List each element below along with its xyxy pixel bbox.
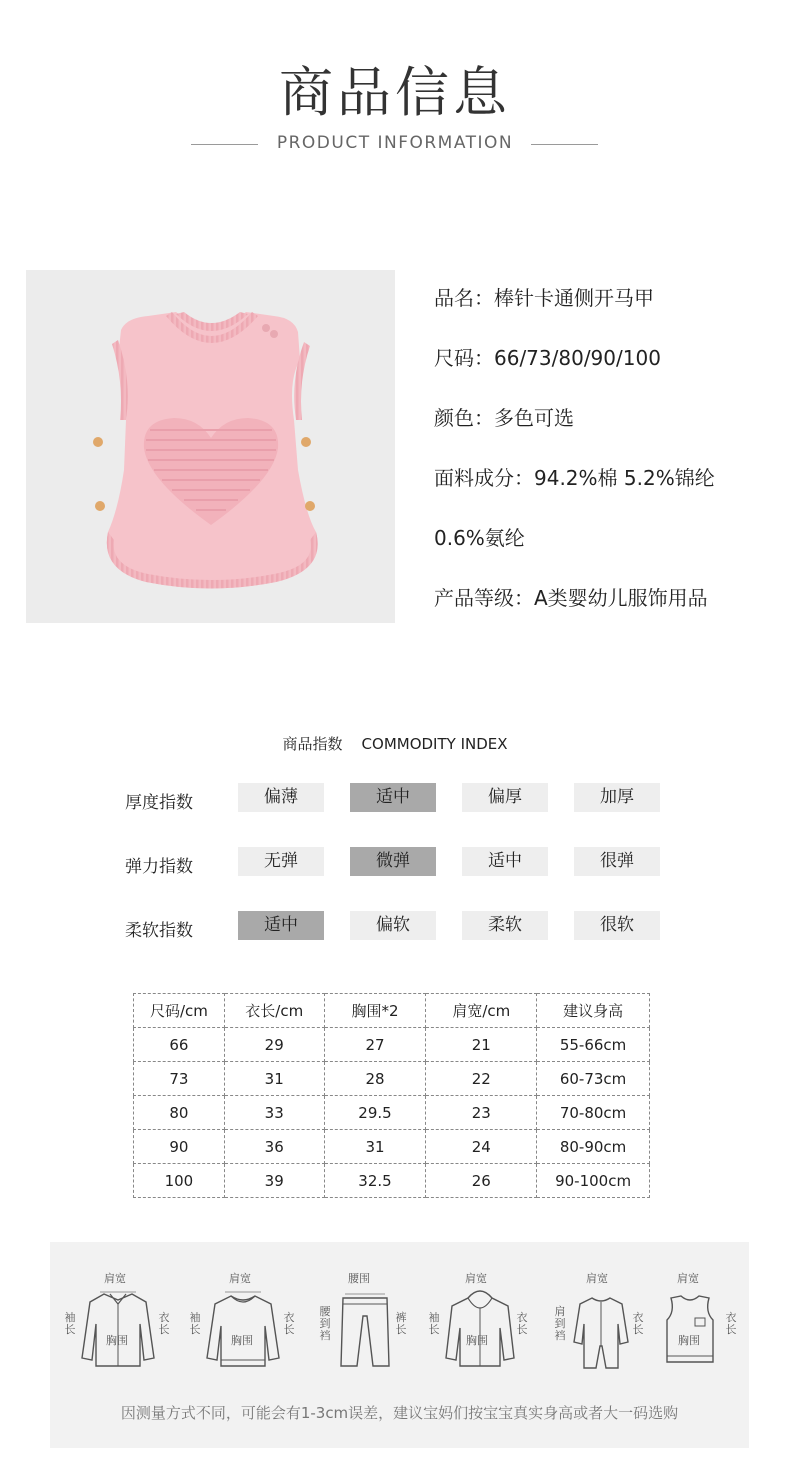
page-subtitle: PRODUCT INFORMATION: [276, 133, 514, 153]
sweater-icon: [203, 1288, 283, 1370]
table-header: 肩宽/cm: [426, 994, 537, 1028]
table-header: 建议身高: [537, 994, 650, 1028]
table-cell: 31: [224, 1062, 324, 1096]
measure-top-label: 肩宽: [465, 1272, 487, 1285]
info-fabric-cont: 0.6%氨纶: [434, 526, 525, 550]
table-cell: 66: [134, 1028, 225, 1062]
table-header: 胸围*2: [324, 994, 426, 1028]
romper-icon: [570, 1290, 632, 1374]
table-cell: 31: [324, 1130, 426, 1164]
measurement-note: 因测量方式不同，可能会有1-3cm误差，建议宝妈们按宝宝真实身高或者大一码选购: [120, 1404, 679, 1422]
measure-right-label: 裤长: [395, 1311, 407, 1336]
info-size: 尺码：66/73/80/90/100: [434, 346, 661, 370]
table-cell: 33: [224, 1096, 324, 1130]
measure-right-label: 衣长: [725, 1311, 737, 1336]
table-header: 衣长/cm: [224, 994, 324, 1028]
product-photo: [26, 270, 395, 623]
table-cell: 90-100cm: [537, 1164, 650, 1198]
table-row: [134, 1164, 650, 1198]
measure-center-label: 胸围: [678, 1334, 700, 1347]
measurement-guide: [50, 1242, 749, 1448]
table-cell: 36: [224, 1130, 324, 1164]
table-cell: 26: [426, 1164, 537, 1198]
thickness-option-1: 适中: [350, 783, 436, 812]
table-cell: 28: [324, 1062, 426, 1096]
measure-center-label: 胸围: [106, 1334, 128, 1347]
table-row: [134, 1028, 650, 1062]
size-table: [133, 993, 650, 1198]
measure-figure-sweater: [185, 1242, 295, 1382]
measure-left-label: 袖长: [64, 1311, 76, 1336]
table-cell: 39: [224, 1164, 324, 1198]
info-grade: 产品等级：A类婴幼儿服饰用品: [434, 586, 708, 610]
softness-option-3: 很软: [574, 911, 660, 940]
vest-icon: [661, 1292, 719, 1370]
table-cell: 29.5: [324, 1096, 426, 1130]
table-row: [134, 1130, 650, 1164]
measure-top-label: 肩宽: [229, 1272, 251, 1285]
softness-option-2: 柔软: [462, 911, 548, 940]
table-header: 尺码/cm: [134, 994, 225, 1028]
table-cell: 32.5: [324, 1164, 426, 1198]
divider-right: [531, 144, 598, 145]
measure-right-label: 衣长: [632, 1311, 644, 1336]
page-title: 商品信息: [279, 61, 511, 124]
thickness-option-2: 偏厚: [462, 783, 548, 812]
softness-option-1: 偏软: [350, 911, 436, 940]
measure-left-label: 袖长: [189, 1311, 201, 1336]
measure-right-label: 衣长: [283, 1311, 295, 1336]
measure-left-label: 肩到裆: [554, 1305, 566, 1342]
index-label-thickness: 厚度指数: [125, 793, 193, 813]
measure-right-label: 衣长: [158, 1311, 170, 1336]
measure-top-label: 肩宽: [586, 1272, 608, 1285]
table-cell: 22: [426, 1062, 537, 1096]
measure-right-label: 衣长: [516, 1311, 528, 1336]
measure-left-label: 袖长: [428, 1311, 440, 1336]
softness-option-0: 适中: [238, 911, 324, 940]
index-label-softness: 柔软指数: [125, 921, 193, 941]
table-cell: 100: [134, 1164, 225, 1198]
elasticity-option-1: 微弹: [350, 847, 436, 876]
table-cell: 60-73cm: [537, 1062, 650, 1096]
elasticity-option-0: 无弹: [238, 847, 324, 876]
table-cell: 55-66cm: [537, 1028, 650, 1062]
table-cell: 24: [426, 1130, 537, 1164]
table-cell: 70-80cm: [537, 1096, 650, 1130]
measure-top-label: 肩宽: [104, 1272, 126, 1285]
table-cell: 80: [134, 1096, 225, 1130]
measure-figure-pants: [307, 1242, 417, 1382]
thickness-option-3: 加厚: [574, 783, 660, 812]
thickness-option-0: 偏薄: [238, 783, 324, 812]
table-cell: 27: [324, 1028, 426, 1062]
index-title: 商品指数 COMMODITY INDEX: [282, 735, 508, 753]
table-cell: 73: [134, 1062, 225, 1096]
table-cell: 29: [224, 1028, 324, 1062]
measure-figure-hoodie: [424, 1242, 534, 1382]
index-label-elasticity: 弹力指数: [125, 857, 193, 877]
measure-figure-shirt: [60, 1242, 170, 1382]
table-row: [134, 1096, 650, 1130]
knit-vest-heart-icon: [26, 270, 395, 623]
shirt-icon: [78, 1288, 158, 1370]
measure-figure-vest: [643, 1242, 753, 1382]
hoodie-icon: [442, 1288, 518, 1370]
elasticity-option-2: 适中: [462, 847, 548, 876]
measure-center-label: 胸围: [466, 1334, 488, 1347]
info-fabric: 面料成分：94.2%棉 5.2%锦纶: [434, 466, 715, 490]
table-cell: 21: [426, 1028, 537, 1062]
measure-figure-romper: [544, 1242, 654, 1382]
measure-left-label: 腰到裆: [319, 1305, 331, 1342]
info-product-name: 品名：棒针卡通侧开马甲: [434, 286, 654, 310]
measure-top-label: 肩宽: [677, 1272, 699, 1285]
table-cell: 23: [426, 1096, 537, 1130]
table-cell: 80-90cm: [537, 1130, 650, 1164]
info-color: 颜色：多色可选: [434, 406, 574, 430]
pants-icon: [337, 1292, 393, 1372]
table-row: [134, 1062, 650, 1096]
table-cell: 90: [134, 1130, 225, 1164]
measure-center-label: 胸围: [231, 1334, 253, 1347]
table-header-row: [134, 994, 650, 1028]
elasticity-option-3: 很弹: [574, 847, 660, 876]
measure-top-label: 腰围: [348, 1272, 370, 1285]
